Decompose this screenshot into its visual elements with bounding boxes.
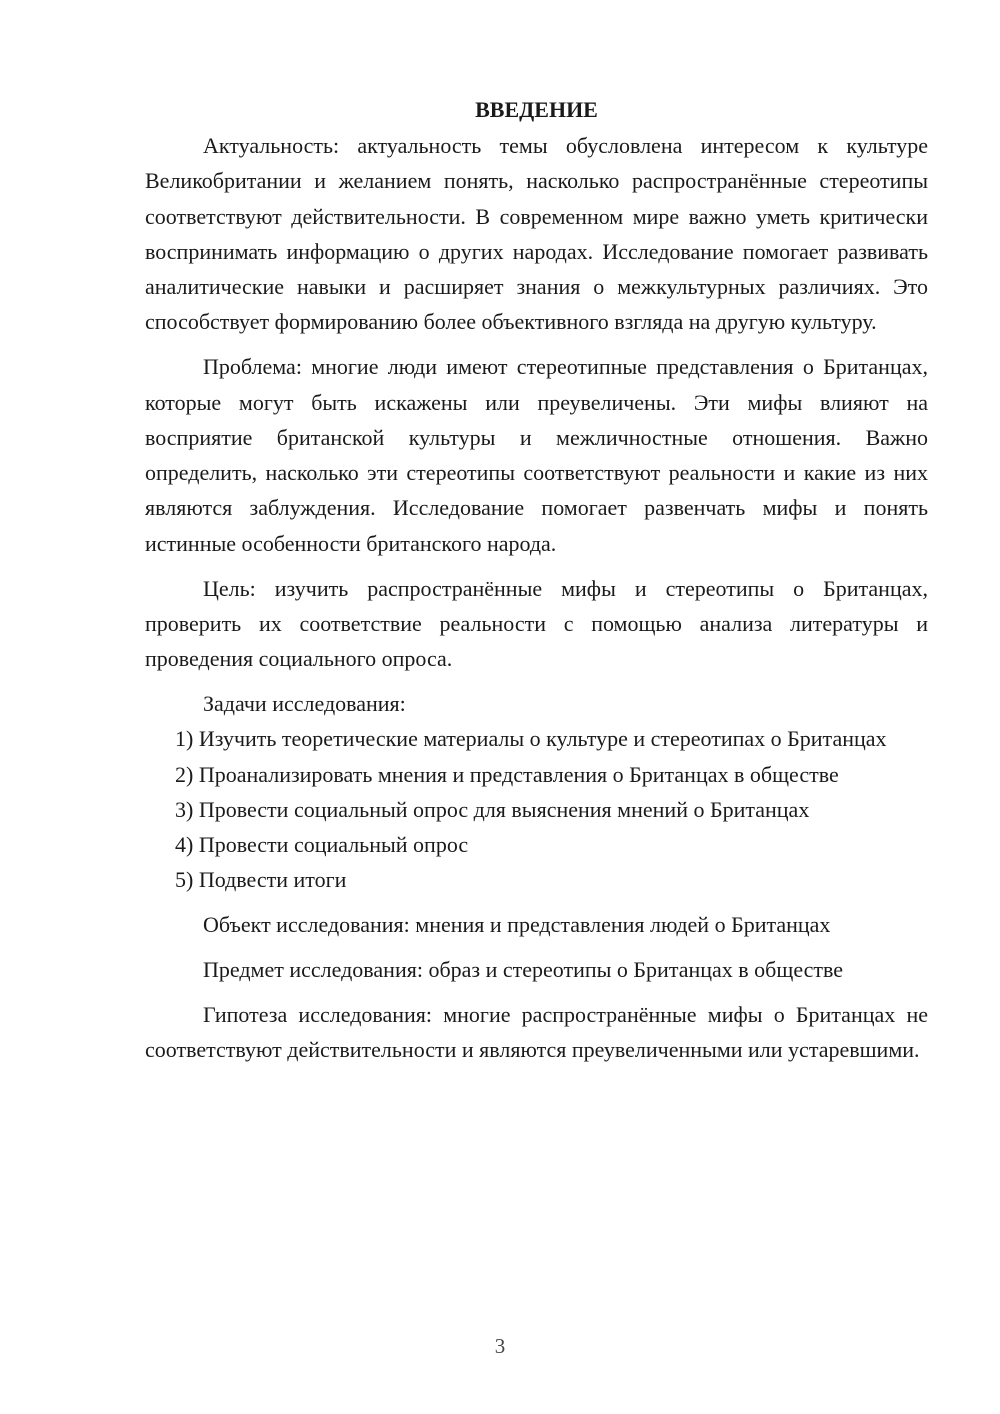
document-page <box>145 92 928 1067</box>
tasks-heading: Задачи исследования: <box>203 690 406 716</box>
task-item-3: 3) Провести социальный опрос для выяснения мнений о Британцах <box>175 796 810 822</box>
task-item-5: 5) Подвести итоги <box>175 867 347 893</box>
task-item-2: 2) Проанализировать мнения и представления о Британцах в обществе <box>175 761 839 787</box>
task-item-1: 1) Изучить теоретические материалы о культуре и стереотипах о Британцах <box>175 726 887 752</box>
paragraph-subject: Предмет исследования: образ и стереотипы о Британцах в обществе <box>203 957 844 983</box>
paragraph-relevance: Актуальность: актуальность темы обусловлена интересом к культуре Великобритании и желанием понять, насколько распространённые стереотипы соответствуют действительности. В современном мире важно уметь критически воспринимать информацию о других народах. Исследование помогает развивать аналитические навыки и расширяет знания о межкультурных различиях. Это способствует формированию более объективного взгляда на другую культуру. <box>145 133 928 335</box>
task-item-4: 4) Провести социальный опрос <box>175 832 469 858</box>
paragraph-goal: Цель: изучить распространённые мифы и стереотипы о Британцах, проверить их соответствие реальности с помощью анализа литературы и проведения социального опроса. <box>145 575 928 672</box>
paragraph-object: Объект исследования: мнения и представления людей о Британцах <box>203 912 831 938</box>
paragraph-hypothesis: Гипотеза исследования: многие распространённые мифы о Британцах не соответствуют действительности и являются преувеличенными или устаревшими. <box>145 1001 928 1063</box>
section-heading: ВВЕДЕНИЕ <box>475 97 598 122</box>
page-number: 3 <box>494 1334 506 1358</box>
paragraph-problem: Проблема: многие люди имеют стереотипные представления о Британцах, которые могут быть искажены или преувеличены. Эти мифы влияют на восприятие британской культуры и межличностные отношения. Важно определить, насколько эти стереотипы соответствуют реальности и какие из них являются заблуждения. Исследование помогает развенчать мифы и понять истинные особенности британского народа. <box>145 354 928 556</box>
